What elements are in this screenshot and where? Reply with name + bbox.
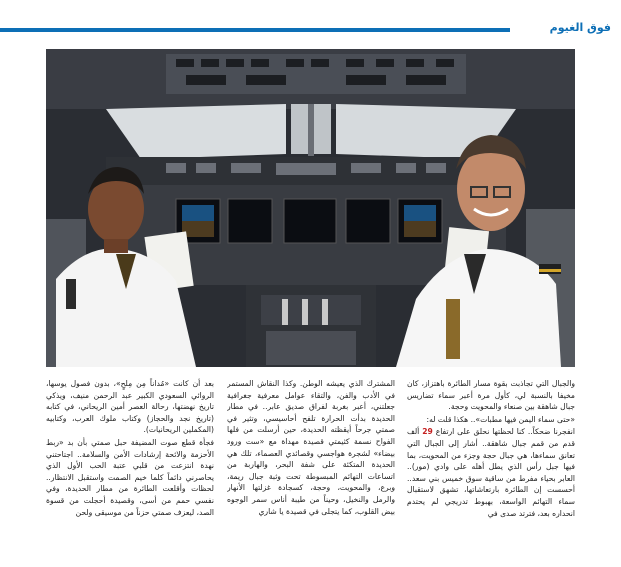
altitude-highlight: 29 xyxy=(422,427,433,437)
paragraph: بعد أن كانت «مُداناً مِن مِلحٍ»، بدون فصول يوسها، الروائي السعودي الكبير عبد الرحمن منيف، ويذكي تاريخ نهضتها، رحالة العصر أمين الريحاني، في كتابه (تاريخ نجد والحجاز) وكتاب ملوك العرب، وكتابيه (المكملين الريحانيات). xyxy=(46,379,214,435)
paragraph: المشترك الذي يعيشه الوطن. وكذا النقاش المستمر في الأدب والفن، والتقاء عوامل معرفية جغرافية جعلتني، أعبر بغربة لفراق صديق عابر.. في مطار الحديدة بدأت الحرارة تلفح أحاسيسي، وتثير في صمتي جرحاً أيقظته الحديدة، حين أرسلت من فلها الفواح نسمة كثيمتي قصيدة مهداة مع «ست ورود بيضاء» لشجرة هواجسي وقصائدي العصماء، تلك هي الحديدة المتكئة على شفة البحر، والهاربة من اتساعات التهائم المبسوطة تحت وثبة جبال ريمة، وبرع، والمحويت، وحجة، كسجادة غزلتها الأنهار والرمل والنخيل، وحيناً من طيبة أناس سمر الوجوه بيض القلوب، كما يتجلى في قصيدة يا شاري xyxy=(227,379,395,516)
paragraph: والجبال التي تجاذبت بقوة مسار الطائرة باهتزاز، كان مخيفا بالنسبة لي، كأول مرة أعبر سماء تضاريس جبال شاهقة بين صنعاء والمحويت وحجة. xyxy=(407,379,575,412)
article-column-left xyxy=(46,378,214,567)
page-header xyxy=(0,0,621,34)
paragraph: انفجرنا ضحكاً.. كنا لحظتها نحلق على ارتفاع 29 ألف قدم من قمم جبال شاهقة.. أشار إلى الجبال التي تعانق سماءها، هي جبال حجة وجزء من المحويت، بما فيها جبل رأس الذي يطل أهله على وادي (مور).. العابر بحياء مفرط من ساقية سوق خميس بني سعد.. أحسست إن الطائرة بارتعاشاتها، تشهق لاستقبال سماء التهائم الواسعة، بهبوط تدريجي لم يحتدم انحداره بعد، فترتد صدى في xyxy=(407,427,575,518)
article-columns xyxy=(46,378,575,567)
header-rule xyxy=(0,28,510,32)
cockpit-illustration xyxy=(46,49,575,367)
paragraph: «حتى سماء اليمن فيها مطبات».. هكذا قلت له: xyxy=(426,414,575,424)
cockpit-photo xyxy=(46,49,575,367)
paragraph: فجأة قطع صوت المضيفة حبل صمتي بأن بد «ربط الأحزمة والائحة إرشادات الأمن والسلامة.. اجتاحتني نهدة انتزعت من قلبي عتبة الحب الأول الذي يحاصرني دائماً كلما خيم الصمت واستقبل الانتظار.. لحظات وأقلعت الطائرة من مطار الحديدة، وفي نفسي حمم من أسى، وقصيدة أحجلت من قسوة الصد، ليعزف صمتي حزناً من موسيقى ولحن xyxy=(46,437,214,517)
article-column-middle xyxy=(227,378,395,567)
article-column-right xyxy=(407,378,575,567)
section-label: فوق الغيوم xyxy=(546,21,615,35)
